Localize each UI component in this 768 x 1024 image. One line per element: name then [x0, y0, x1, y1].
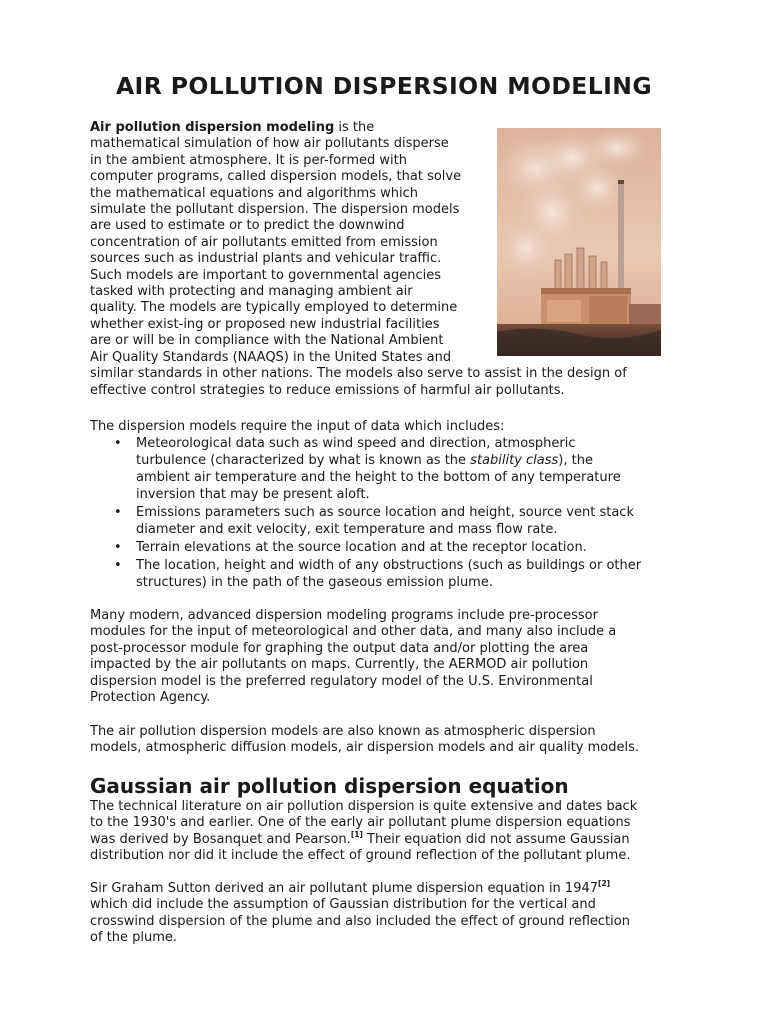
- intro-line-6: simulate the pollutant dispersion. The dispersion models: [90, 202, 460, 218]
- intro-line-16: similar standards in other nations. The models also serve to assist in the design of: [90, 366, 627, 382]
- intro-line-12: quality. The models are typically employed to determine: [90, 300, 458, 316]
- list-item-meteorological: • Meteorological data such as wind speed and direction, atmospheric turbulence (characterized by what is known as the stability class), the ambient air temperature and the height to the bottom of any temperature inversion that may be present aloft.: [90, 436, 690, 504]
- intro-line-8: concentration of air pollutants emitted from emission: [90, 234, 438, 250]
- intro-line-15: Air Quality Standards (NAAQS) in the United States and: [90, 349, 452, 365]
- intro-line-10: Such models are important to governmental agencies: [90, 267, 442, 283]
- gaussian-heading: Gaussian air pollution dispersion equation: [90, 774, 569, 798]
- intro-line-17: effective control strategies to reduce emissions of harmful air pollutants.: [90, 382, 565, 398]
- list-item-emissions: • Emissions parameters such as source location and height, source vent stack diameter and exit velocity, exit temperature and mass flow rate.: [90, 505, 690, 539]
- technical-literature-paragraph: The technical literature on air pollution dispersion is quite extensive and dates back to the 1930's and earlier. One of the early air pollutant plume dispersion equations was derived by Bosanquet and Pearson.[1] Their equation did not assume Gaussian distribution nor did it include the effect of ground reflection of the pollutant plume.: [90, 799, 638, 864]
- tall-chimney: [618, 180, 624, 290]
- intro-line-3: in the ambient atmosphere. It is per-formed with: [90, 152, 407, 168]
- reference-2-link[interactable]: [2]: [598, 879, 611, 888]
- intro-line-5: the mathematical equations and algorithms which: [90, 185, 418, 201]
- intro-line-9: sources such as industrial plants and vehicular traffic.: [90, 251, 442, 267]
- sutton-paragraph: Sir Graham Sutton derived an air pollutant plume dispersion equation in 1947[2] which did include the assumption of Gaussian distribution for the vertical and crosswind dispersion of the plume and also included the effect of ground reflection of the plume.: [90, 879, 630, 946]
- intro-line-1: Air pollution dispersion modeling is the: [90, 120, 375, 135]
- power-plant-photo: [497, 128, 661, 356]
- inputs-intro-line: The dispersion models require the input of data which includes:: [90, 419, 505, 434]
- stability-class-term: stability class: [470, 452, 559, 468]
- intro-line-13: whether exist-ing or proposed new industrial facilities: [90, 316, 440, 332]
- intro-line-4: computer programs, called dispersion models, that solve: [90, 169, 462, 185]
- intro-line-11: tasked with protecting and managing ambient air: [90, 284, 413, 300]
- reference-1-link[interactable]: [1]: [350, 829, 363, 839]
- inputs-list: [90, 436, 690, 593]
- page-title: AIR POLLUTION DISPERSION MODELING: [115, 72, 653, 100]
- intro-line-14: are or will be in compliance with the National Ambient: [90, 333, 444, 349]
- inputs-intro: [90, 419, 504, 435]
- intro-line-7: are used to estimate or to predict the downwind: [90, 218, 405, 234]
- list-item-terrain: • Terrain elevations at the source location and at the receptor location.: [90, 540, 690, 557]
- intro-line-2: mathematical simulation of how air pollutants disperse: [90, 136, 449, 152]
- list-item-obstructions: • The location, height and width of any obstructions (such as buildings or other structures) in the path of the gaseous emission plume.: [90, 558, 690, 592]
- power-plant-illustration: [497, 128, 661, 356]
- intro-term: Air pollution dispersion modeling: [90, 120, 335, 135]
- modern-programs-paragraph: Many modern, advanced dispersion modeling programs include pre-processor modules for the input of meteorological and other data, and many also include a post-processor module for graphing the output data and/or plotting the area impacted by the air pollutants on maps. Currently, the AERMOD air pollution dispersion model is the preferred regulatory model of the U.S. Environmental Protection Agency.: [90, 608, 617, 706]
- also-known-as-paragraph: The air pollution dispersion models are also known as atmospheric dispersion models, atmospheric diffusion models, air dispersion models and air quality models.: [90, 724, 639, 756]
